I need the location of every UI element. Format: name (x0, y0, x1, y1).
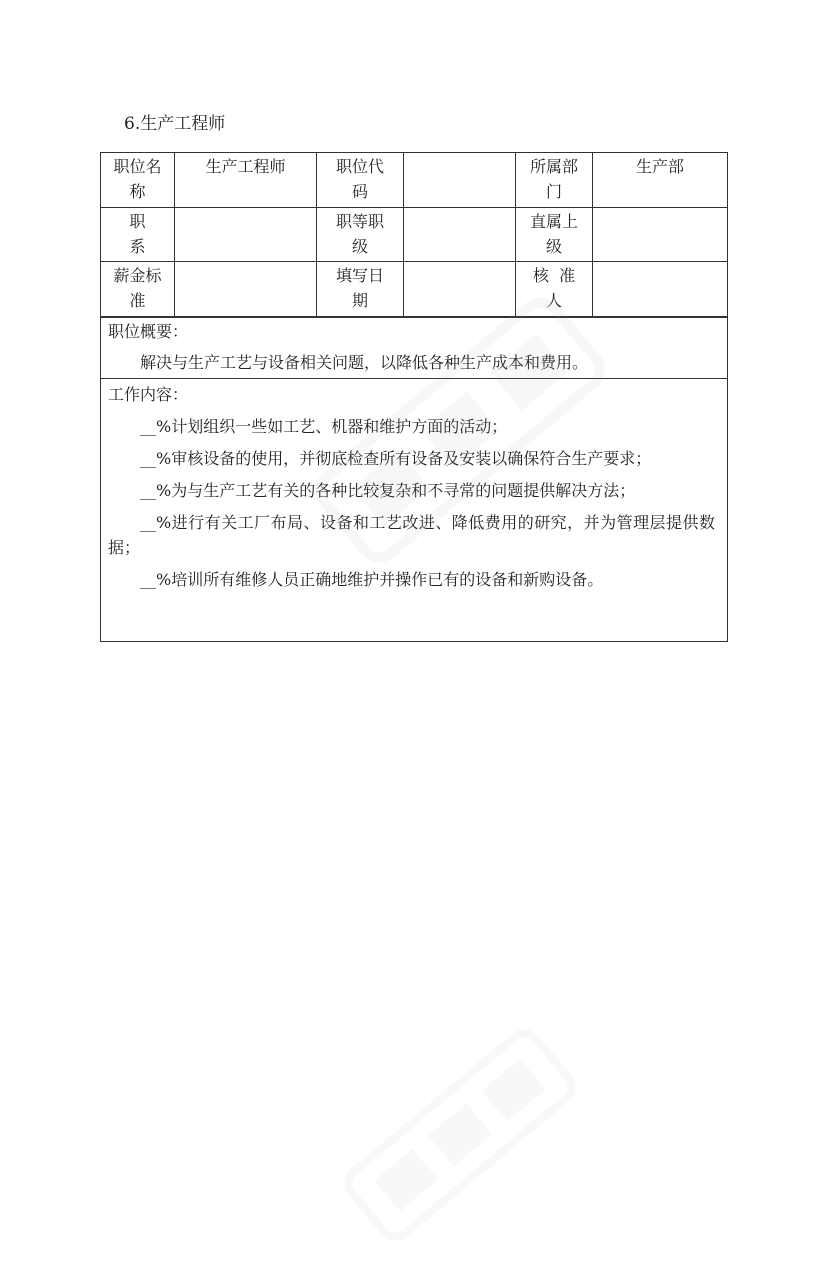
job-duties-section (100, 378, 728, 642)
value-job-family (175, 208, 317, 262)
position-summary-section (100, 316, 728, 379)
label-department: 所属部 门 (516, 153, 593, 208)
label-approver: 核 准 人 (516, 262, 593, 317)
label-job-grade: 职等职 级 (317, 208, 404, 262)
value-job-grade (404, 208, 516, 262)
duty-item: __%计划组织一些如工艺、机器和维护方面的活动； (140, 417, 508, 436)
label-position-name: 职位名 称 (101, 153, 175, 208)
value-direct-supervisor (593, 208, 727, 262)
job-info-table (100, 152, 728, 318)
summary-text: 解决与生产工艺与设备相关问题，以降低各种生产成本和费用。 (140, 353, 589, 372)
label-fill-date: 填写日 期 (317, 262, 404, 317)
label-job-family: 职 系 (101, 208, 175, 262)
duties-label: 工作内容： (108, 385, 189, 404)
value-salary-standard (175, 262, 317, 317)
label-direct-supervisor: 直属上 级 (516, 208, 593, 262)
label-position-code: 职位代 码 (317, 153, 404, 208)
watermark-stamp-icon (325, 1009, 595, 1260)
value-position-name: 生产工程师 (175, 153, 317, 208)
value-fill-date (404, 262, 516, 317)
value-position-code (404, 153, 516, 208)
value-department: 生产部 (593, 153, 727, 208)
value-approver (593, 262, 727, 317)
duty-item: __%培训所有维修人员正确地维护并操作已有的设备和新购设备。 (140, 570, 604, 589)
duty-item: __%为与生产工艺有关的各种比较复杂和不寻常的问题提供解决方法； (140, 481, 636, 500)
duty-item: __%进行有关工厂布局、设备和工艺改进、降低费用的研究，并为管理层提供数据； (108, 513, 715, 557)
duty-item: __%审核设备的使用，并彻底检查所有设备及安装以确保符合生产要求； (140, 449, 652, 468)
page-title: 6.生产工程师 (124, 114, 226, 134)
summary-label: 职位概要： (108, 322, 189, 341)
label-salary-standard: 薪金标 准 (101, 262, 175, 317)
